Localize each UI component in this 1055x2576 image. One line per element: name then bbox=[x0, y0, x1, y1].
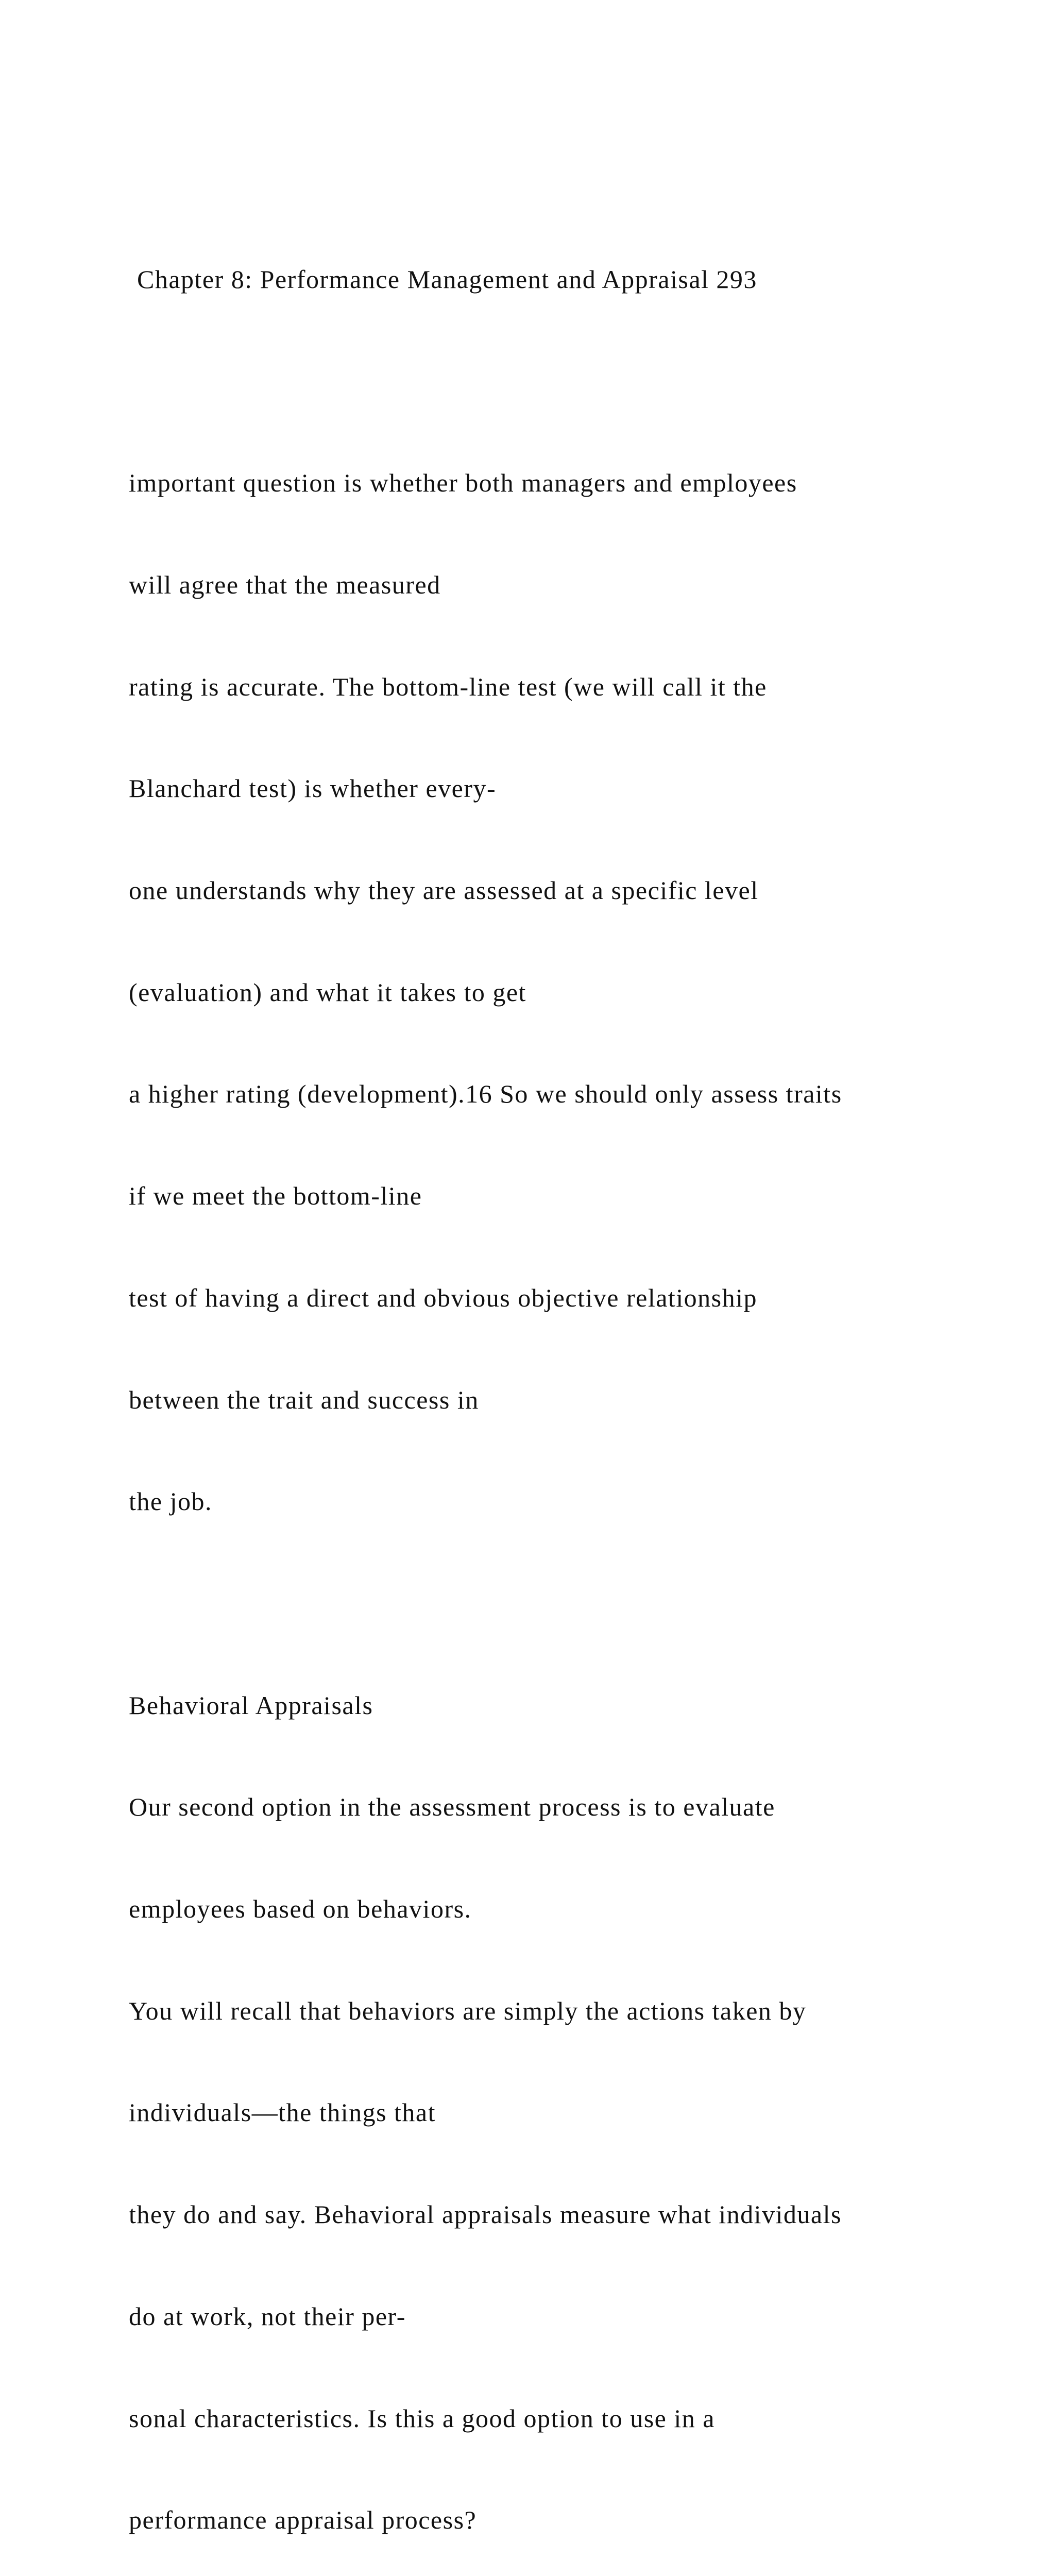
text-line: they do and say. Behavioral appraisals measure what individuals bbox=[129, 2200, 842, 2229]
text-line: individuals—the things that bbox=[129, 2098, 436, 2127]
text-line: will agree that the measured bbox=[129, 570, 441, 599]
text-line: sonal characteristics. Is this a good option to use in a bbox=[129, 2403, 715, 2433]
text-line: employees based on behaviors. bbox=[129, 1894, 472, 1924]
text-line: important question is whether both managers and employees bbox=[129, 468, 797, 498]
document-text bbox=[129, 195, 1005, 2576]
text-line: Blanchard test) is whether every- bbox=[129, 774, 497, 803]
chapter-header: Chapter 8: Performance Management and Appraisal 293 bbox=[137, 264, 757, 294]
text-line: rating is accurate. The bottom-line test (we will call it the bbox=[129, 672, 767, 701]
text-line: test of having a direct and obvious objective relationship bbox=[129, 1283, 758, 1312]
text-line bbox=[129, 1587, 1005, 1621]
text-line: Our second option in the assessment process is to evaluate bbox=[129, 1792, 775, 1822]
text-line: the job. bbox=[129, 1487, 212, 1516]
text-line: do at work, not their per- bbox=[129, 2301, 406, 2331]
text-line: You will recall that behaviors are simply the actions taken by bbox=[129, 1996, 807, 2025]
text-line: performance appraisal process? bbox=[129, 2505, 477, 2535]
text-line: between the trait and success in bbox=[129, 1385, 479, 1414]
section-heading: Behavioral Appraisals bbox=[129, 1690, 373, 1720]
text-line: one understands why they are assessed at a specific level bbox=[129, 876, 759, 905]
text-line: if we meet the bottom-line bbox=[129, 1181, 422, 1211]
text-line bbox=[129, 365, 1005, 399]
text-line: (evaluation) and what it takes to get bbox=[129, 977, 526, 1007]
text-line: a higher rating (development).16 So we should only assess traits bbox=[129, 1079, 842, 1109]
